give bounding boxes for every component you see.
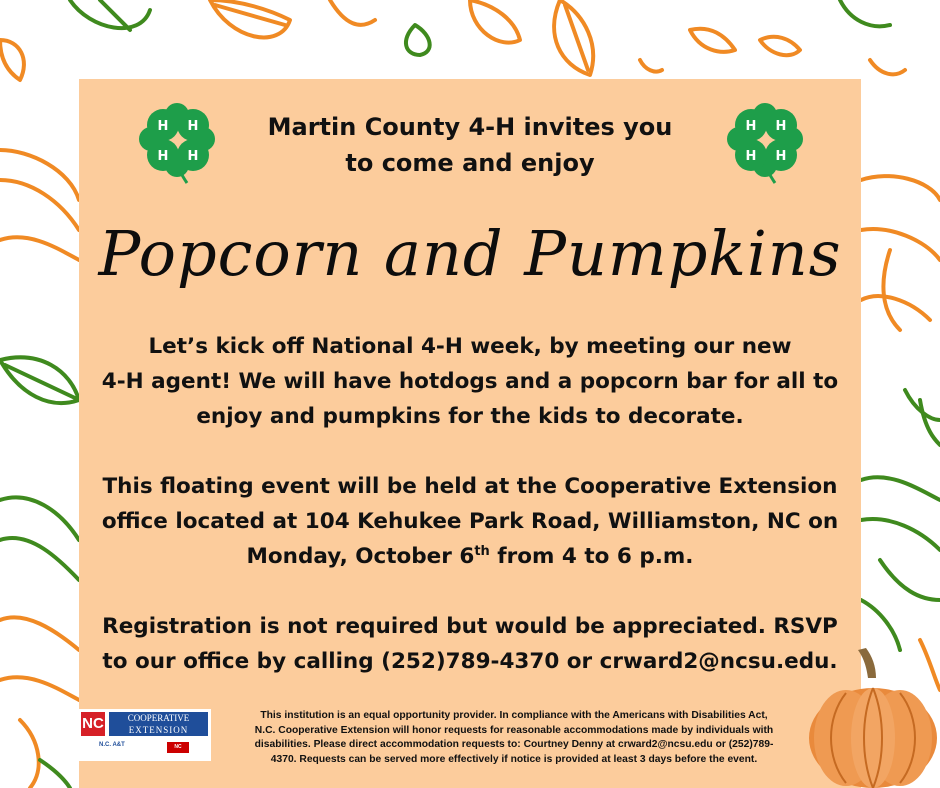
logo-cooperative-text: COOPERATIVE [109, 712, 208, 724]
nc-cooperative-extension-logo [79, 709, 211, 761]
location-line-1: This floating event will be held at the Cooperative Extension [102, 474, 838, 499]
description-line-1: Let’s kick off National 4-H week, by meeting our new [148, 334, 792, 359]
event-title: Popcorn and Pumpkins [98, 217, 842, 290]
disclaimer-line-2: N.C. Cooperative Extension will honor requests for reasonable accommodations made by individuals with [254, 724, 774, 736]
svg-text:H: H [187, 149, 199, 164]
svg-text:H: H [157, 149, 169, 164]
event-description [93, 329, 847, 434]
invitation-heading [229, 109, 711, 181]
logo-extension-text: EXTENSION [109, 724, 208, 736]
description-line-2: 4-H agent! We will have hotdogs and a popcorn bar for all to [101, 369, 839, 394]
location-line-2: office located at 104 Kehukee Park Road, Williamston, NC on [101, 509, 839, 534]
svg-text:H: H [187, 119, 199, 134]
nc-logo-mark: NC [81, 712, 105, 736]
nc-aat-logo: N.C. A&T [99, 742, 125, 748]
rsvp-line-1: Registration is not required but would be appreciated. RSVP [102, 614, 838, 639]
svg-text:H: H [775, 149, 787, 164]
equal-opportunity-disclaimer [219, 709, 809, 767]
4h-clover-icon [723, 101, 807, 185]
event-flyer-card [79, 79, 861, 788]
disclaimer-line-1: This institution is an equal opportunity provider. In compliance with the Americans with Disabilities Act, [260, 710, 768, 721]
svg-text:H: H [745, 119, 757, 134]
rsvp-info [93, 609, 847, 679]
invitation-line-1: Martin County 4-H invites you [267, 113, 673, 141]
svg-text:H: H [745, 149, 757, 164]
4h-clover-icon [135, 101, 219, 185]
disclaimer-line-3: disabilities. Please direct accommodation requests to: Courtney Denny at crward2@ncsu.edu or (252)789- [254, 739, 774, 751]
svg-text:H: H [775, 119, 787, 134]
rsvp-line-2: to our office by calling (252)789-4370 or crward2@ncsu.edu. [102, 649, 838, 674]
invitation-line-2: to come and enjoy [345, 149, 595, 177]
disclaimer-line-4: 4370. Requests can be served more effectively if notice is provided at least 3 days before the event. [270, 753, 758, 765]
location-line-3: Monday, October 6th from 4 to 6 p.m. [246, 543, 694, 569]
event-location-time [93, 469, 847, 574]
nc-state-logo: NC STATE [167, 742, 189, 753]
svg-text:H: H [157, 119, 169, 134]
description-line-3: enjoy and pumpkins for the kids to decorate. [196, 404, 744, 429]
pumpkin-icon [806, 648, 940, 788]
